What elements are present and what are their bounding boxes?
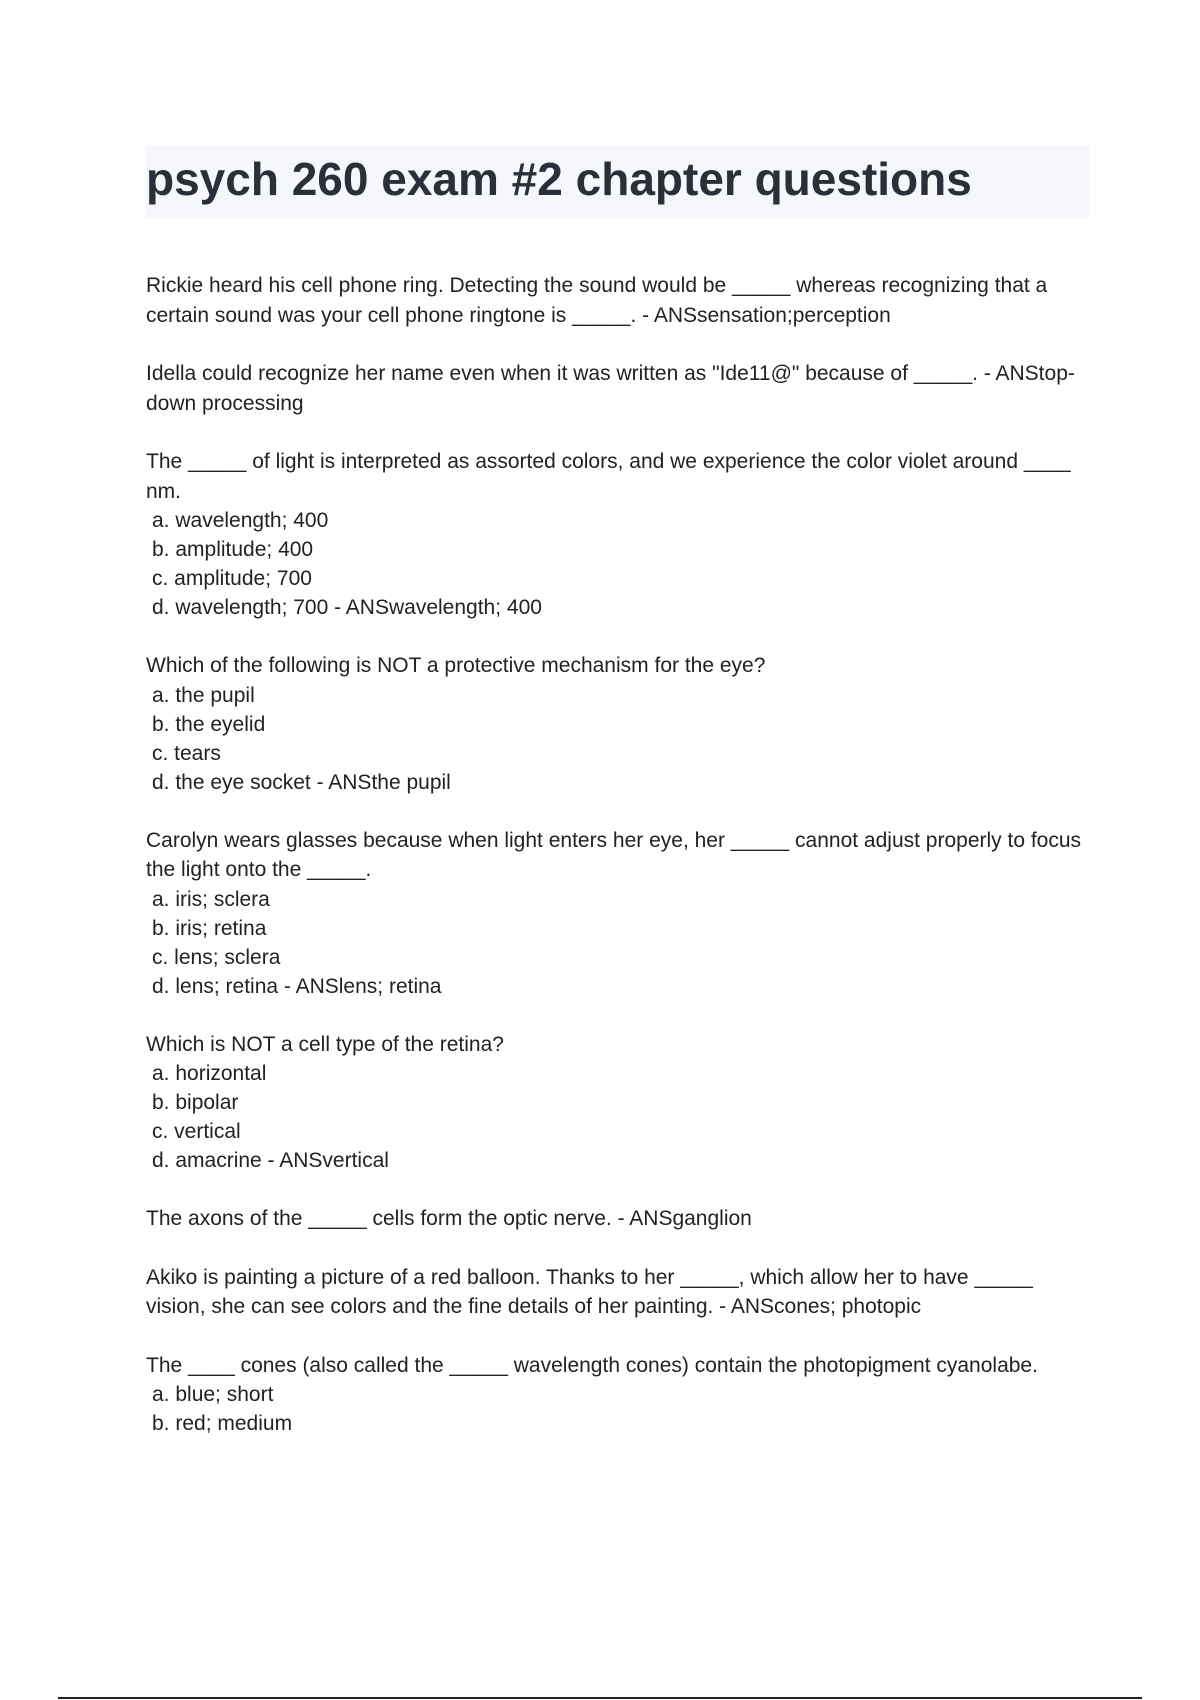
option-a: a. blue; short <box>152 1383 274 1406</box>
question-text: Rickie heard his cell phone ring. Detecting the sound would be _____ whereas recognizing that a certain sound was your cell phone ringtone is _____. - ANSsensation;perception <box>146 274 1048 327</box>
option-c: c. tears <box>152 741 221 765</box>
option-d: d. lens; retina - ANSlens; retina <box>152 974 442 998</box>
question-item-1 <box>146 271 1096 330</box>
option-b: b. amplitude; 400 <box>152 538 314 561</box>
question-item-8 <box>146 1263 1096 1322</box>
option-list <box>146 1059 1096 1175</box>
question-text: Which is NOT a cell type of the retina? <box>146 1032 504 1056</box>
option-b: b. red; medium <box>152 1412 293 1435</box>
question-item-6 <box>146 1030 1096 1176</box>
option-list <box>146 1380 1096 1438</box>
option-list <box>146 681 1096 797</box>
question-text: The _____ of light is interpreted as assorted colors, and we experience the color violet around ____ nm. <box>146 450 1071 503</box>
option-d: d. amacrine - ANSvertical <box>152 1149 389 1172</box>
question-item-5 <box>146 826 1096 1001</box>
question-text: Which of the following is NOT a protective mechanism for the eye? <box>146 654 766 677</box>
option-b: b. the eyelid <box>152 712 266 736</box>
option-b: b. bipolar <box>152 1091 239 1114</box>
question-list <box>146 271 1096 1467</box>
question-text: Idella could recognize her name even when it was written as "Ide11@" because of _____. - ANStop-down processing <box>146 362 1075 415</box>
option-list <box>146 506 1096 622</box>
footer-divider <box>58 1697 1142 1699</box>
question-item-3 <box>146 447 1096 622</box>
option-c: c. vertical <box>152 1120 241 1143</box>
question-text: The ____ cones (also called the _____ wavelength cones) contain the photopigment cyanolabe. <box>146 1353 1038 1377</box>
option-a: a. horizontal <box>152 1062 267 1085</box>
question-item-7 <box>146 1204 1096 1234</box>
option-d: d. the eye socket - ANSthe pupil <box>152 770 451 794</box>
option-c: c. lens; sclera <box>152 945 281 969</box>
option-a: a. iris; sclera <box>152 887 270 911</box>
option-a: a. the pupil <box>152 683 255 707</box>
question-text: The axons of the _____ cells form the optic nerve. - ANSganglion <box>146 1207 752 1230</box>
question-item-2 <box>146 359 1096 418</box>
question-item-9 <box>146 1351 1096 1439</box>
question-text: Carolyn wears glasses because when light enters her eye, her _____ cannot adjust properly to focus the light onto the _____. <box>146 828 1082 881</box>
option-a: a. wavelength; 400 <box>152 509 329 532</box>
question-item-4 <box>146 651 1096 797</box>
title-banner <box>146 146 1090 218</box>
question-text: Akiko is painting a picture of a red balloon. Thanks to her _____, which allow her to have _____ vision, she can see colors and the fine details of her painting. - ANScones; photopic <box>146 1265 1033 1318</box>
page-title: psych 260 exam #2 chapter questions <box>146 153 972 205</box>
option-list <box>146 885 1096 1001</box>
option-b: b. iris; retina <box>152 916 267 940</box>
option-d: d. wavelength; 700 - ANSwavelength; 400 <box>152 596 542 619</box>
option-c: c. amplitude; 700 <box>152 567 312 590</box>
